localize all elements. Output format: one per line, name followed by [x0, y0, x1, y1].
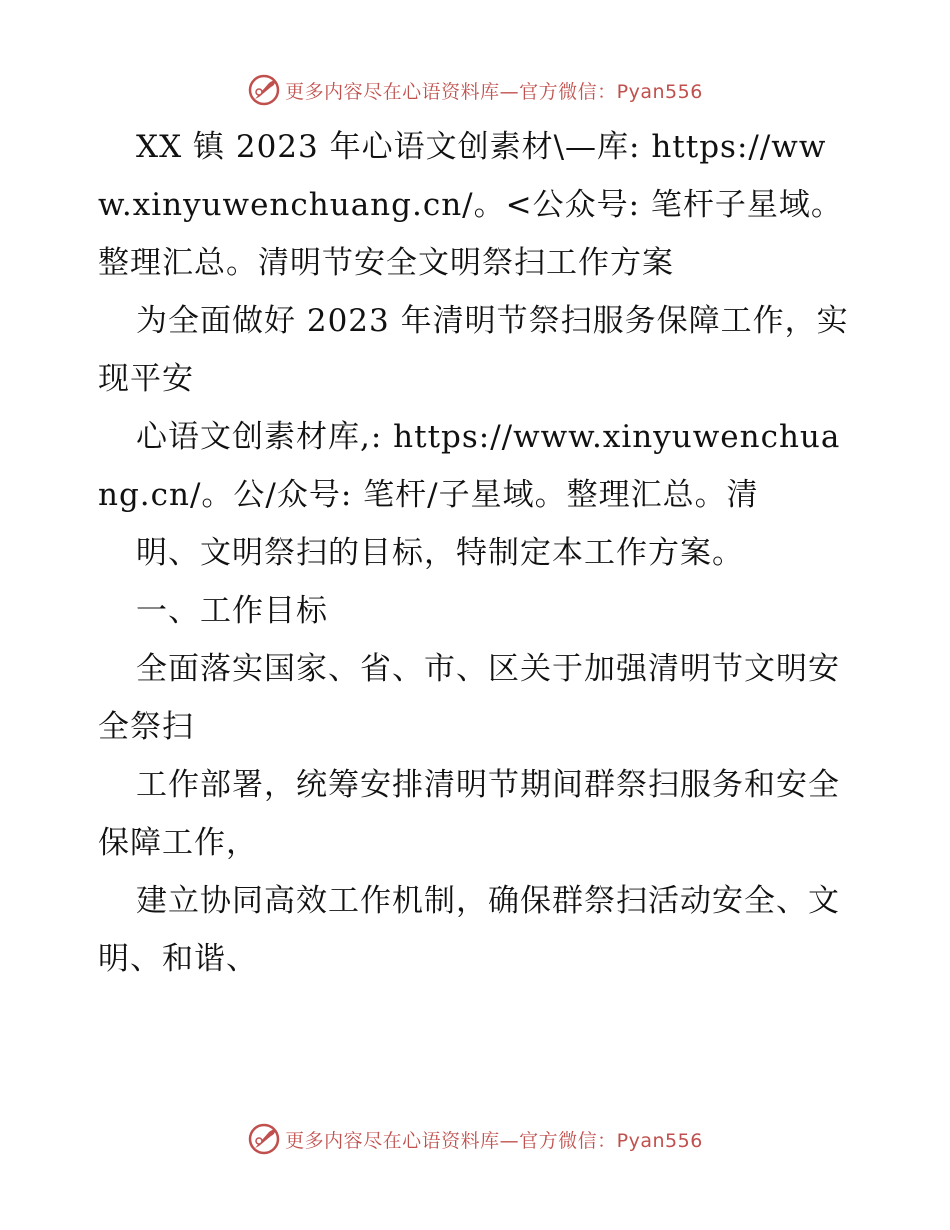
document-body [98, 118, 858, 988]
paragraph-goal-1: 全面落实国家、省、市、区关于加强清明节文明安全祭扫 [98, 651, 840, 745]
section-heading-goals: 一、工作目标 [136, 593, 328, 629]
quill-pen-logo-icon [247, 1122, 281, 1156]
footer-banner [0, 1119, 950, 1159]
paragraph-intro: 为全面做好 2023 年清明节祭扫服务保障工作，实现平安 [98, 303, 849, 397]
paragraph-purpose: 明、文明祭扫的目标，特制定本工作方案。 [136, 535, 744, 571]
paragraph-title: XX 镇 2023 年心语文创素材\—库: https://www.xinyuwenchuang.cn/。<公众号: 笔杆子星域。整理汇总。清明节安全文明祭扫工作方案 [98, 129, 843, 281]
banner-separator: — [499, 1129, 520, 1152]
banner-main-text: 更多内容尽在心语资料库 [285, 1129, 500, 1152]
banner-wechat-text: 官方微信：Pyan556 [519, 80, 703, 103]
quill-pen-logo-icon [247, 73, 281, 107]
banner-separator: — [499, 80, 520, 103]
paragraph-goal-2: 工作部署，统筹安排清明节期间群祭扫服务和安全保障工作， [98, 767, 840, 861]
paragraph-source: 心语文创素材库,: https://www.xinyuwenchuang.cn/。公/众号: 笔杆/子星域。整理汇总。清 [98, 419, 841, 513]
banner-main-text: 更多内容尽在心语资料库 [285, 80, 500, 103]
banner-wechat-text: 官方微信：Pyan556 [519, 1129, 703, 1152]
header-banner [0, 70, 950, 110]
paragraph-goal-3: 建立协同高效工作机制，确保群祭扫活动安全、文明、和谐、 [98, 883, 840, 977]
